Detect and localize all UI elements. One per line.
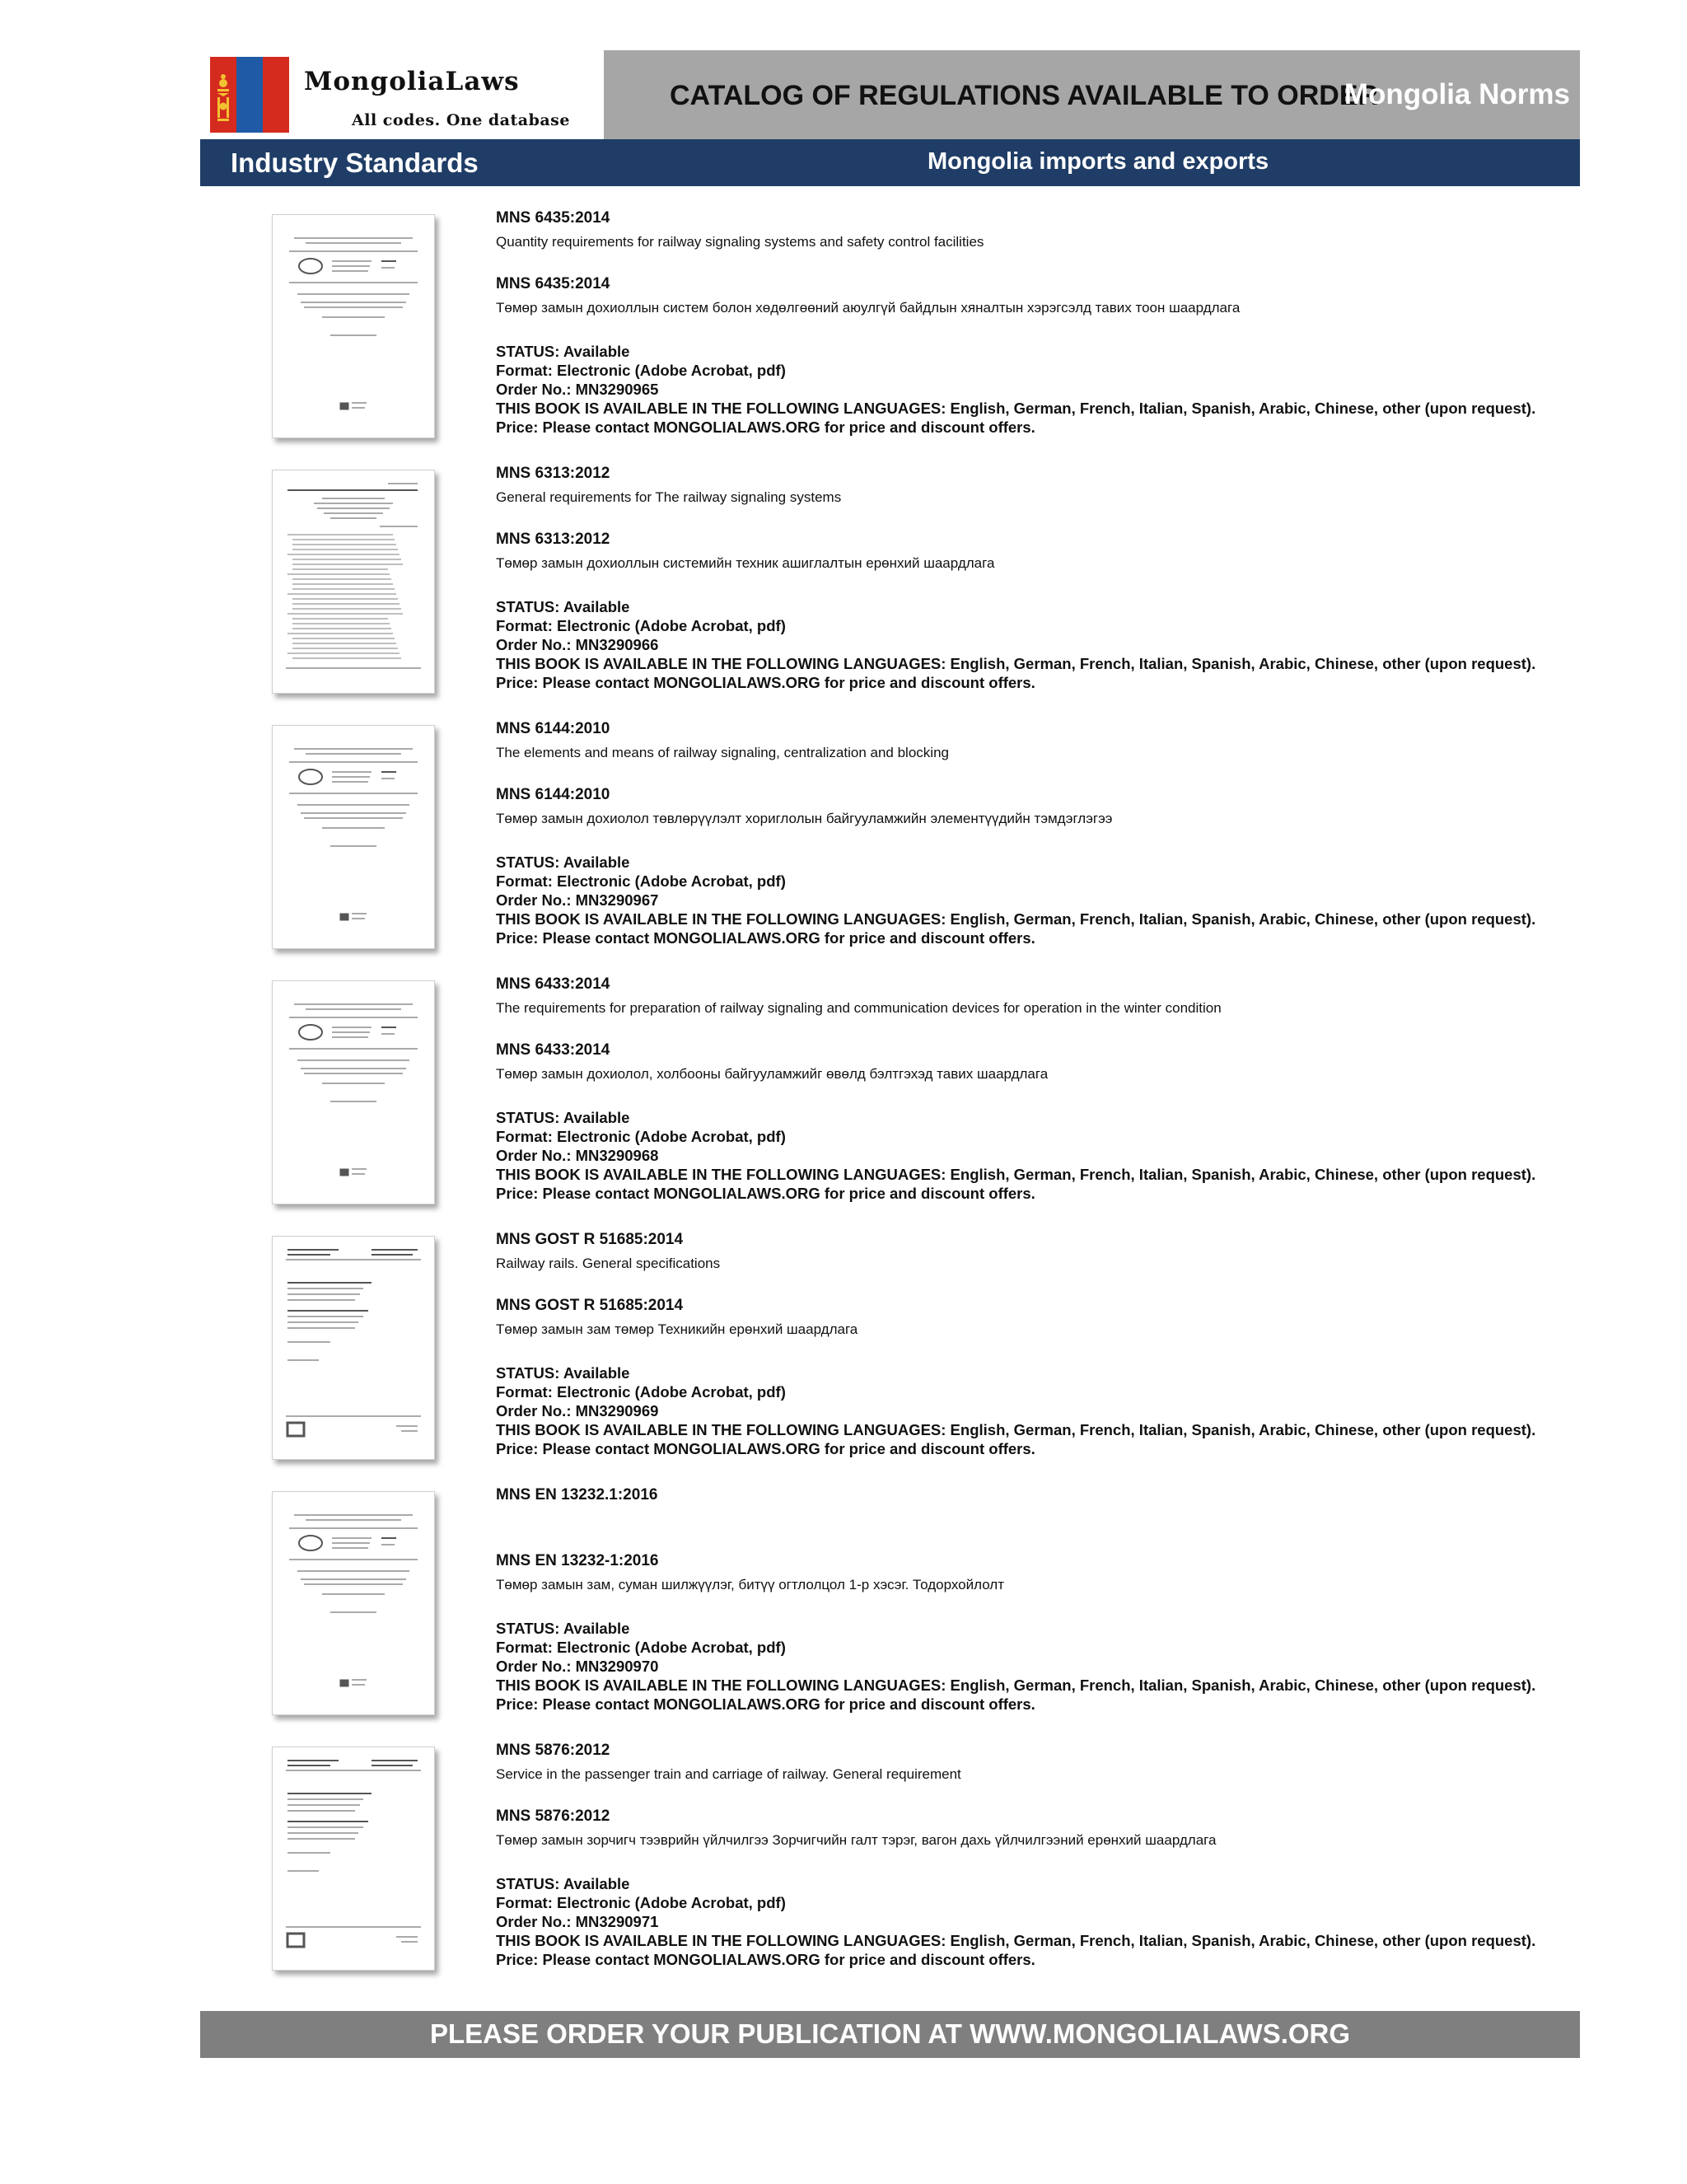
brand-name: MongoliaLaws bbox=[304, 67, 520, 96]
languages-text: THIS BOOK IS AVAILABLE IN THE FOLLOWING LANGUAGES: English, German, French, Italian, Spanish, Arabic, Chinese, other (upon request). bbox=[496, 910, 1536, 928]
standard-code-mongolian: MNS 5876:2012 bbox=[496, 1808, 610, 1825]
catalog-title-bar bbox=[604, 50, 1580, 139]
price-text: Price: Please contact MONGOLIALAWS.ORG for price and discount offers. bbox=[496, 1951, 1035, 1968]
standard-title-english: The requirements for preparation of railway signaling and communication devices for operation in the winter condition bbox=[496, 1000, 1222, 1016]
catalog-entry bbox=[200, 972, 1580, 1228]
standard-title-english: The elements and means of railway signaling, centralization and blocking bbox=[496, 745, 949, 760]
format-text: Format: Electronic (Adobe Acrobat, pdf) bbox=[496, 362, 786, 379]
document-thumbnail[interactable] bbox=[272, 1747, 435, 1971]
order-number: Order No.: MN3290970 bbox=[496, 1658, 659, 1675]
order-number: Order No.: MN3290968 bbox=[496, 1147, 659, 1164]
standard-code-mongolian: MNS EN 13232-1:2016 bbox=[496, 1552, 659, 1569]
standard-title-mongolian: Төмөр замын дохиолол төвлөрүүлэлт хориглолын байгууламжийн элементүүдийн тэмдэглэгээ bbox=[496, 811, 1113, 826]
entry-info bbox=[496, 464, 1567, 692]
status-text: STATUS: Available bbox=[496, 1109, 630, 1126]
order-number: Order No.: MN3290969 bbox=[496, 1402, 659, 1419]
standard-code-mongolian: MNS 6433:2014 bbox=[496, 1041, 610, 1059]
standard-title-mongolian: Төмөр замын дохиолол, холбооны байгууламжийг өвөлд бэлтгэхэд тавих шаардлага bbox=[496, 1066, 1049, 1082]
section-band bbox=[200, 139, 1580, 186]
format-text: Format: Electronic (Adobe Acrobat, pdf) bbox=[496, 617, 786, 634]
price-text: Price: Please contact MONGOLIALAWS.ORG for price and discount offers. bbox=[496, 674, 1035, 691]
standard-title-mongolian: Төмөр замын зам, суман шилжүүлэг, битүү огтлолцол 1-р хэсэг. Тодорхойлолт bbox=[496, 1577, 1004, 1592]
standard-code-mongolian: MNS 6144:2010 bbox=[496, 786, 610, 803]
standard-code-english: MNS EN 13232.1:2016 bbox=[496, 1486, 658, 1504]
languages-text: THIS BOOK IS AVAILABLE IN THE FOLLOWING LANGUAGES: English, German, French, Italian, Spanish, Arabic, Chinese, other (upon request). bbox=[496, 655, 1536, 672]
format-text: Format: Electronic (Adobe Acrobat, pdf) bbox=[496, 1128, 786, 1145]
standard-title-english: General requirements for The railway signaling systems bbox=[496, 489, 842, 505]
standard-title-english bbox=[496, 1510, 1567, 1528]
standard-code-english: MNS 5876:2012 bbox=[496, 1742, 610, 1759]
price-text: Price: Please contact MONGOLIALAWS.ORG for price and discount offers. bbox=[496, 1695, 1035, 1713]
catalog-list bbox=[200, 206, 1580, 1994]
document-cover-icon bbox=[273, 1237, 434, 1459]
norms-title: Mongolia Norms bbox=[1344, 78, 1570, 110]
standard-title-mongolian: Төмөр замын зам төмөр Техникийн ерөнхий шаардлага bbox=[496, 1321, 858, 1337]
standard-code-english: MNS 6435:2014 bbox=[496, 209, 610, 227]
catalog-entry bbox=[200, 1738, 1580, 1994]
format-text: Format: Electronic (Adobe Acrobat, pdf) bbox=[496, 1639, 786, 1656]
standard-code-mongolian: MNS GOST R 51685:2014 bbox=[496, 1297, 684, 1314]
document-thumbnail[interactable] bbox=[272, 214, 435, 438]
order-number: Order No.: MN3290967 bbox=[496, 891, 659, 909]
section-title-right: Mongolia imports and exports bbox=[928, 148, 1269, 175]
standard-title-mongolian: Төмөр замын дохиоллын системийн техник ашиглалтын ерөнхий шаардлага bbox=[496, 555, 995, 571]
format-text: Format: Electronic (Adobe Acrobat, pdf) bbox=[496, 1383, 786, 1401]
status-text: STATUS: Available bbox=[496, 598, 630, 615]
price-text: Price: Please contact MONGOLIALAWS.ORG for price and discount offers. bbox=[496, 419, 1035, 436]
document-thumbnail[interactable] bbox=[272, 1236, 435, 1460]
entry-info bbox=[496, 1485, 1567, 1714]
status-text: STATUS: Available bbox=[496, 343, 630, 360]
standard-title-mongolian: Төмөр замын дохиоллын систем болон хөдөлгөөний аюулгүй байдлын хяналтын хэрэгсэлд тавих тоон шаардлага bbox=[496, 300, 1241, 316]
standard-title-english: Quantity requirements for railway signaling systems and safety control facilities bbox=[496, 234, 984, 250]
languages-text: THIS BOOK IS AVAILABLE IN THE FOLLOWING LANGUAGES: English, German, French, Italian, Spanish, Arabic, Chinese, other (upon request). bbox=[496, 1677, 1536, 1694]
document-thumbnail[interactable] bbox=[272, 470, 435, 694]
soyombo-icon bbox=[215, 72, 231, 123]
price-text: Price: Please contact MONGOLIALAWS.ORG for price and discount offers. bbox=[496, 1185, 1035, 1202]
document-cover-icon bbox=[273, 1747, 434, 1970]
document-cover-icon bbox=[273, 470, 434, 693]
catalog-entry bbox=[200, 1228, 1580, 1483]
status-text: STATUS: Available bbox=[496, 1364, 630, 1382]
brand-logo-area bbox=[200, 50, 604, 139]
document-cover-icon bbox=[273, 726, 434, 948]
standard-title-english: Service in the passenger train and carriage of railway. General requirement bbox=[496, 1766, 961, 1782]
entry-info bbox=[496, 1741, 1567, 1969]
standard-code-english: MNS 6313:2012 bbox=[496, 465, 610, 482]
order-footer-text[interactable]: PLEASE ORDER YOUR PUBLICATION AT WWW.MONGOLIALAWS.ORG bbox=[429, 2018, 1351, 2049]
catalog-entry bbox=[200, 1483, 1580, 1738]
standard-code-mongolian: MNS 6435:2014 bbox=[496, 275, 610, 292]
document-cover-icon bbox=[273, 1492, 434, 1714]
page-header bbox=[200, 50, 1580, 139]
document-thumbnail[interactable] bbox=[272, 1491, 435, 1715]
document-thumbnail[interactable] bbox=[272, 980, 435, 1204]
languages-text: THIS BOOK IS AVAILABLE IN THE FOLLOWING LANGUAGES: English, German, French, Italian, Spanish, Arabic, Chinese, other (upon request). bbox=[496, 1421, 1536, 1438]
languages-text: THIS BOOK IS AVAILABLE IN THE FOLLOWING LANGUAGES: English, German, French, Italian, Spanish, Arabic, Chinese, other (upon request). bbox=[496, 400, 1536, 417]
price-text: Price: Please contact MONGOLIALAWS.ORG for price and discount offers. bbox=[496, 929, 1035, 947]
brand-tagline: All codes. One database bbox=[352, 111, 570, 129]
catalog-entry bbox=[200, 717, 1580, 972]
catalog-title: CATALOG OF REGULATIONS AVAILABLE TO ORDER bbox=[670, 80, 1379, 111]
standard-title-mongolian: Төмөр замын зорчигч тээврийн үйлчилгээ Зорчигчийн галт тэрэг, вагон дахь үйлчилгээний ерөнхий шаардлага bbox=[496, 1832, 1217, 1848]
format-text: Format: Electronic (Adobe Acrobat, pdf) bbox=[496, 1894, 786, 1911]
section-title-left: Industry Standards bbox=[231, 147, 479, 178]
standard-title-english: Railway rails. General specifications bbox=[496, 1256, 721, 1271]
order-footer-banner[interactable] bbox=[200, 2011, 1580, 2058]
order-number: Order No.: MN3290966 bbox=[496, 636, 659, 653]
entry-info bbox=[496, 719, 1567, 947]
document-cover-icon bbox=[273, 981, 434, 1204]
status-text: STATUS: Available bbox=[496, 853, 630, 871]
entry-info bbox=[496, 1230, 1567, 1458]
standard-code-english: MNS GOST R 51685:2014 bbox=[496, 1231, 684, 1248]
standard-code-english: MNS 6433:2014 bbox=[496, 975, 610, 993]
order-number: Order No.: MN3290965 bbox=[496, 381, 659, 398]
order-number: Order No.: MN3290971 bbox=[496, 1913, 659, 1930]
entry-info bbox=[496, 975, 1567, 1203]
catalog-entry bbox=[200, 461, 1580, 717]
entry-info bbox=[496, 208, 1567, 437]
format-text: Format: Electronic (Adobe Acrobat, pdf) bbox=[496, 872, 786, 890]
standard-code-mongolian: MNS 6313:2012 bbox=[496, 531, 610, 548]
standard-code-english: MNS 6144:2010 bbox=[496, 720, 610, 737]
mongolia-flag-icon bbox=[210, 57, 289, 133]
status-text: STATUS: Available bbox=[496, 1875, 630, 1892]
languages-text: THIS BOOK IS AVAILABLE IN THE FOLLOWING LANGUAGES: English, German, French, Italian, Spanish, Arabic, Chinese, other (upon request). bbox=[496, 1166, 1536, 1183]
price-text: Price: Please contact MONGOLIALAWS.ORG for price and discount offers. bbox=[496, 1440, 1035, 1457]
document-cover-icon bbox=[273, 215, 434, 437]
catalog-entry bbox=[200, 206, 1580, 461]
languages-text: THIS BOOK IS AVAILABLE IN THE FOLLOWING LANGUAGES: English, German, French, Italian, Spanish, Arabic, Chinese, other (upon request). bbox=[496, 1932, 1536, 1949]
document-thumbnail[interactable] bbox=[272, 725, 435, 949]
status-text: STATUS: Available bbox=[496, 1620, 630, 1637]
